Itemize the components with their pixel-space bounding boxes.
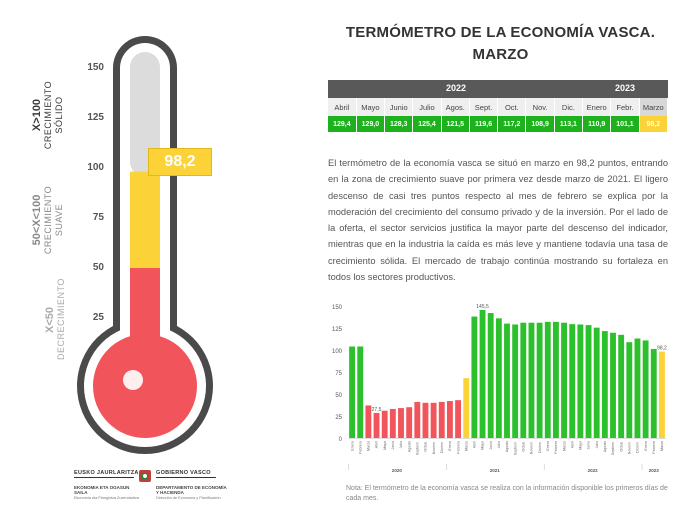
- chart-bar: [537, 323, 543, 438]
- x-tick-label: Mayo: [480, 441, 485, 450]
- chart-bar: [520, 323, 526, 438]
- y-tick-label: 150: [331, 305, 342, 311]
- value-cell: 98,2: [639, 116, 667, 132]
- chart-bar: [618, 335, 624, 438]
- x-tick-label: Marzo: [562, 441, 567, 451]
- chart-bar: [349, 346, 355, 438]
- value-cell: 119,6: [469, 116, 497, 132]
- y-tick-label: 100: [331, 349, 342, 355]
- chart-bar: [602, 331, 608, 438]
- chart-bar: [488, 313, 494, 438]
- values-row: [328, 116, 668, 132]
- y-tick-label: 125: [331, 327, 342, 333]
- logo-right-direction: Dirección de Economía y Planificación: [156, 496, 221, 500]
- month-header-cell: Febr.: [611, 98, 639, 116]
- thermometer-value-badge: 98,2: [148, 148, 212, 176]
- thermometer-tick-label: 75: [92, 212, 104, 223]
- chart-bar: [635, 338, 641, 438]
- year-group-label: 2020: [391, 468, 402, 473]
- thermometer-tick-label: 25: [92, 312, 104, 323]
- chart-bar: [594, 328, 600, 438]
- x-tick-label: Enero: [545, 441, 550, 451]
- logo-left-title: EUSKO JAURLARITZA: [74, 470, 139, 476]
- year-group-label: 2021: [489, 468, 500, 473]
- logo-right-title: GOBIERNO VASCO: [156, 470, 211, 476]
- logo-left-dept: EKONOMIA ETA OGASUN SAILA: [74, 485, 130, 495]
- value-cell: 121,5: [441, 116, 469, 132]
- chart-bar: [480, 310, 486, 438]
- chart-bar: [382, 411, 388, 438]
- chart-bar: [431, 403, 437, 438]
- y-tick-label: 0: [338, 437, 342, 443]
- range-label-solid: X>100 CRECIMIENTO SÓLIDO: [31, 80, 64, 150]
- year-2022-label: 2022: [446, 83, 467, 93]
- thermometer-bulb: [93, 334, 197, 438]
- month-header-cell: Mayo: [356, 98, 384, 116]
- x-tick-label: Abril: [570, 441, 575, 449]
- x-tick-label: Julio: [594, 441, 599, 449]
- month-header-cell: Junio: [385, 98, 413, 116]
- chart-bar: [504, 324, 510, 438]
- month-header-cell: Agos.: [441, 98, 469, 116]
- x-tick-label: Marzo: [366, 441, 371, 451]
- description-paragraph: El termómetro de la economía vasca se situó en marzo en 98,2 puntos, entrando en la zona de crecimiento suave por primera vez desde marzo de 2021. El ligero descenso de casi tres puntos respecto al mes de febrero se explica por la moderación del crecimiento del consumo privado y de la inversión. Por el lado de la oferta, el sector servicios justifica la mayor parte del descenso del indicador, mientras que en la industria la caída es más leve y mantiene todavía una tasa de crecimiento sólida. El mercado de trabajo continúa mostrando su fortaleza en todos los sectores productivos.: [328, 158, 668, 283]
- thermometer-bulb-highlight: [123, 370, 143, 390]
- chart-bar: [512, 324, 518, 438]
- value-cell: 108,9: [526, 116, 554, 132]
- chart-bar: [414, 402, 420, 438]
- range-label-mild: 50<X<100 CRECIMIENTO SUAVE: [31, 185, 64, 255]
- month-header-cell: Oct.: [498, 98, 526, 116]
- value-cell: 110,9: [583, 116, 611, 132]
- thermometer-panel: [0, 0, 310, 470]
- x-tick-label: Diciem.: [537, 441, 542, 453]
- value-cell: 101,1: [611, 116, 639, 132]
- x-tick-label: Noviem.: [431, 441, 436, 455]
- logo-right-dept: DEPARTAMENTO DE ECONOMÍA Y HACIENDA: [156, 485, 227, 495]
- x-tick-label: Agosto: [603, 441, 608, 453]
- x-tick-label: Septiem.: [611, 441, 616, 456]
- value-cell: 128,3: [385, 116, 413, 132]
- x-tick-label: Diciem.: [635, 441, 640, 453]
- x-tick-label: Marzo: [660, 441, 665, 451]
- month-header-cell: Enero: [583, 98, 611, 116]
- x-tick-label: Agosto: [407, 441, 412, 453]
- chart-bar: [455, 400, 461, 438]
- logo-left-rule: [74, 477, 134, 478]
- thermometer-tick-label: 50: [92, 262, 104, 273]
- government-logos: [74, 470, 274, 510]
- x-tick-label: Octub.: [619, 441, 624, 452]
- y-tick-label: 25: [335, 415, 342, 421]
- chart-bar: [447, 401, 453, 438]
- data-label: 27,5: [371, 406, 382, 413]
- x-tick-label: Junio: [586, 441, 591, 450]
- chart-bar: [496, 318, 502, 438]
- thermometer-tick-label: 100: [87, 162, 104, 173]
- chart-bar: [529, 323, 535, 438]
- x-tick-label: Noviem.: [627, 441, 632, 455]
- chart-bar: [651, 349, 657, 438]
- month-header-cell: Marzo: [639, 98, 667, 116]
- chart-bar: [463, 378, 469, 438]
- x-tick-label: Octub.: [521, 441, 526, 452]
- table-year-header: [328, 80, 668, 98]
- logo-left-direction: Ekonomia eta Plangintza Zuzendaritza: [74, 496, 140, 500]
- x-tick-label: Febrero: [651, 441, 656, 454]
- months-row: [328, 98, 668, 116]
- x-tick-label: Julio: [399, 441, 404, 449]
- chart-bar: [626, 342, 632, 438]
- x-tick-label: Marzo: [464, 441, 469, 451]
- chart-bar: [659, 352, 665, 438]
- x-tick-label: Octub.: [423, 441, 428, 452]
- data-label: 145,5: [476, 303, 489, 310]
- month-header-cell: Dic.: [554, 98, 582, 116]
- value-cell: 125,4: [413, 116, 441, 132]
- chart-bar: [357, 346, 363, 438]
- history-bar-chart: [326, 296, 671, 482]
- chart-bar: [553, 322, 559, 438]
- thermometer-yellow-column: [130, 172, 160, 268]
- range-label-decline: X<50 DECRECIMIENTO: [44, 278, 66, 360]
- chart-bar: [398, 408, 404, 438]
- year-group-label: 2023: [648, 468, 659, 473]
- page-title: TERMÓMETRO DE LA ECONOMÍA VASCA. MARZO: [345, 24, 656, 63]
- thermometer-tick-label: 125: [87, 112, 104, 123]
- x-tick-label: Noviem.: [529, 441, 534, 455]
- chart-bar: [423, 403, 429, 438]
- x-tick-label: Enero: [643, 441, 648, 451]
- chart-bar: [406, 407, 412, 438]
- chart-bar: [374, 413, 380, 438]
- chart-bar: [586, 325, 592, 438]
- chart-bar: [471, 317, 477, 438]
- x-tick-label: Diciem.: [439, 441, 444, 453]
- monthly-values-table: [328, 98, 668, 132]
- x-tick-label: Agosto: [505, 441, 510, 453]
- month-header-cell: Sept.: [469, 98, 497, 116]
- y-tick-label: 75: [335, 371, 342, 377]
- month-header-cell: Abril: [328, 98, 356, 116]
- chart-bar: [569, 324, 575, 438]
- footnote: Nota: El termómetro de la economía vasca se realiza con la información disponible los primeros días de cada mes.: [346, 485, 668, 502]
- x-tick-label: Julio: [497, 441, 502, 449]
- value-cell: 129,4: [328, 116, 356, 132]
- chart-bar: [390, 409, 396, 438]
- month-header-cell: Nov.: [526, 98, 554, 116]
- value-cell: 117,2: [498, 116, 526, 132]
- chart-bar: [561, 323, 567, 438]
- x-tick-label: Junio: [488, 441, 493, 450]
- year-group-label: 2022: [587, 468, 598, 473]
- x-tick-label: Abril: [374, 441, 379, 449]
- chart-bar: [439, 402, 445, 438]
- chart-bar: [610, 333, 616, 438]
- monthly-table: [328, 80, 668, 132]
- thermometer-tick-label: 150: [87, 62, 104, 73]
- coat-of-arms-icon: [138, 469, 152, 483]
- logo-right-rule: [156, 477, 216, 478]
- x-tick-label: Mayo: [382, 441, 387, 450]
- chart-bar: [643, 340, 649, 438]
- chart-bar: [365, 405, 371, 438]
- y-tick-label: 50: [335, 393, 342, 399]
- x-tick-label: Septiem.: [513, 441, 518, 456]
- x-tick-label: Septiem.: [415, 441, 420, 456]
- year-2023-label: 2023: [615, 83, 636, 93]
- data-label: 98,2: [657, 345, 667, 352]
- x-tick-label: Enero: [350, 441, 355, 451]
- x-tick-label: Febrero: [456, 441, 461, 454]
- x-tick-label: Febrero: [358, 441, 363, 454]
- x-tick-label: Abril: [472, 441, 477, 449]
- value-cell: 113,1: [554, 116, 582, 132]
- x-tick-label: Enero: [448, 441, 453, 451]
- chart-bar: [577, 324, 583, 438]
- chart-bar: [545, 322, 551, 438]
- month-header-cell: Julio: [413, 98, 441, 116]
- x-tick-label: Junio: [391, 441, 396, 450]
- x-tick-label: Febrero: [554, 441, 559, 454]
- value-cell: 129,0: [356, 116, 384, 132]
- x-tick-label: Mayo: [578, 441, 583, 450]
